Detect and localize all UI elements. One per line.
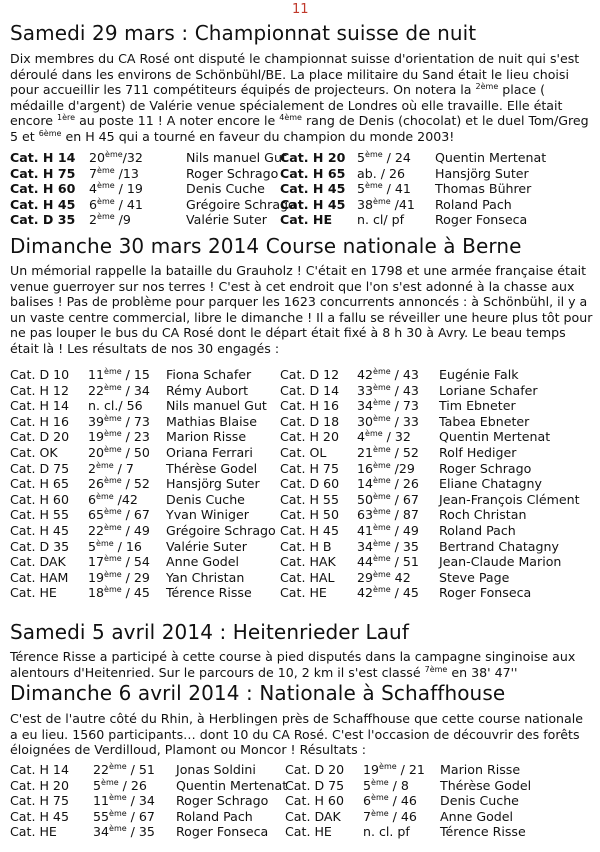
result-name-right: Thomas Bührer [435,181,532,197]
result-rank-left: 18ème / 45 [88,585,150,601]
result-cat-left: Cat. H 45 [10,196,76,212]
result-rank-left: 5ème / 26 [93,777,147,793]
result-rank-left: 19ème / 23 [88,429,150,445]
result-name-right: Anne Godel [440,808,514,824]
result-name-left: Hansjörg Suter [166,476,260,492]
result-cat-right: Cat. H B [280,538,332,554]
result-cat-right: Cat. H 45 [280,196,346,212]
result-cat-right: Cat. H 45 [280,522,339,538]
result-cat-left: Cat. H 14 [10,150,76,165]
result-rank-left: 22ème / 51 [93,761,155,777]
result-cat-right: Cat. H 45 [280,181,346,197]
result-rank-right: 5ème / 24 [357,149,411,165]
result-name-left: Anne Godel [166,554,240,570]
page-number: 11 [292,2,309,17]
result-cat-right: Cat. H 50 [280,507,339,523]
result-name-right: Roland Pach [435,196,512,212]
result-rank-right: 41ème / 49 [357,522,419,538]
result-rank-right: 21ème / 52 [357,444,419,460]
result-rank-left: 20ème/32 [89,149,143,165]
result-name-right: Thérèse Godel [440,777,532,793]
result-cat-left: Cat. H 75 [10,165,76,181]
result-cat-right: Cat. HAL [280,569,335,585]
result-name-right: Eugénie Falk [439,367,519,382]
section-text-berne: Un mémorial rappelle la bataille du Grauholz ! C'était en 1798 et une armée française était venue guerroyer sur nos terres ! C'est à cet endroit que l'on s'est adonné à la chasse aux balises ! Pas de problème pour parquer les 1623 concurrents annoncés : à Schönbühl, il y a un vaste centre commercial, libre le dimanche ! Il a fallu se réveiller une heure plus tôt pour ne pas louper le bus du CA Rosé dont le départ était fixé à 8 h 30 à Avry. Le beau temps était là ! Les résultats de nos 30 engagés : [10,263,593,356]
result-rank-right: 16ème /29 [357,460,415,476]
result-name-left: Denis Cuche [166,491,245,507]
result-name-right: Roland Pach [439,522,516,538]
section-title-schaffhouse: Dimanche 6 avril 2014 : Nationale à Schaffhouse [10,681,506,705]
result-cat-right: Cat. H 16 [280,398,339,414]
result-rank-right: 4ème / 32 [357,429,411,445]
result-cat-left: Cat. D 20 [10,429,70,445]
result-rank-left: 17ème / 54 [88,553,150,570]
result-cat-left: Cat. D 75 [10,460,70,476]
result-rank-right: n. cl/ pf [357,212,405,228]
result-name-right: Loriane Schafer [439,382,538,398]
result-cat-left: Cat. OK [10,444,58,460]
result-rank-right: 5ème / 8 [363,777,409,793]
result-rank-left: 55ème / 67 [93,808,155,824]
result-name-left: Mathias Blaise [166,413,257,429]
result-name-left: Grégoire Schrago [186,196,296,212]
result-cat-right: Cat. HE [285,824,332,840]
result-name-left: Roger Fonseca [176,824,269,840]
result-name-left: Jonas Soldini [176,762,256,777]
result-name-right: Tim Ebneter [439,398,516,414]
result-name-right: Hansjörg Suter [435,165,529,181]
result-cat-left: Cat. D 10 [10,367,70,382]
section-title-heitenrieder: Samedi 5 avril 2014 : Heitenrieder Lauf [10,620,409,644]
result-cat-left: Cat. H 45 [10,808,69,824]
result-rank-right: 63ème / 87 [357,507,419,523]
result-cat-left: Cat. HE [10,824,57,840]
result-cat-left: Cat. H 60 [10,491,69,507]
result-cat-right: Cat. D 14 [280,382,340,398]
result-name-right: Quentin Mertenat [435,150,547,165]
result-name-right: Jean-François Clément [439,491,580,507]
result-rank-left: 65ème / 67 [88,507,150,523]
result-rank-right: 42ème / 45 [357,585,419,601]
result-rank-left: 5ème / 16 [88,538,142,554]
result-cat-left: Cat. HAM [10,569,69,585]
result-rank-left: 2ème / 7 [88,460,134,476]
result-rank-left: 2ème /9 [89,212,131,228]
result-cat-left: Cat. H 60 [10,181,76,197]
result-rank-right: 42ème / 43 [357,366,419,382]
result-cat-left: Cat. H 75 [10,793,69,809]
result-rank-right: 7ème / 46 [363,808,417,824]
result-rank-right: 34ème / 35 [357,538,419,554]
result-name-right: Steve Page [439,569,510,585]
result-cat-left: Cat. H 45 [10,522,69,538]
result-cat-left: Cat. H 55 [10,507,69,523]
result-cat-left: Cat. HE [10,585,57,601]
result-rank-left: 19ème / 29 [88,569,150,585]
result-cat-right: Cat. D 12 [280,367,340,382]
section-text-schaffhouse: C'est de l'autre côté du Rhin, à Herblingen près de Schaffhouse que cette course nationale a eu lieu. 1560 participants… dont 10 du CA Rosé. C'est l'occasion de découvrir des forêts éloignées de Verdilloud, Plamont ou Moncor ! Résultats : [10,711,583,758]
result-name-left: Grégoire Schrago [166,522,276,538]
result-rank-right: 34ème / 73 [357,398,419,414]
result-cat-right: Cat. H 75 [280,460,339,476]
result-rank-right: 14ème / 26 [357,475,419,492]
result-name-left: Yvan Winiger [166,507,249,523]
result-cat-right: Cat. DAK [285,808,341,824]
result-rank-right: 6ème / 46 [363,793,417,809]
result-cat-right: Cat. HE [280,585,327,601]
result-rank-right: 29ème 42 [357,569,411,585]
result-name-left: Thérèse Godel [166,460,258,476]
result-name-left: Nils manuel Gut [166,398,267,414]
result-cat-right: Cat. H 60 [285,793,344,809]
result-name-left: Denis Cuche [186,181,265,197]
section-text-championnat: Dix membres du CA Rosé ont disputé le championnat suisse d'orientation de nuit qui s'est déroulé dans les environs de Schönbühl/BE. La place militaire du Sand était le lieu choisi pour accueillir les 711 compétiteurs équipés de projecteurs. On notera la $^{2ème}$ place ( médaille d'argent) de Valérie venue spécialement de Londres où elle travaille. Elle était encore $^{1ère}$ au poste 11 ! A noter encore le $^{4ème}$ rang de Denis (chocolat) et le duel Tom/Greg 5 et $^{6ème}$ en H 45 qui a tourné en faveur du champion du monde 2003! [10,51,589,144]
result-cat-right: Cat. HE [280,212,333,228]
result-cat-right: Cat. D 18 [280,413,340,429]
result-cat-right: Cat. H 65 [280,165,346,181]
result-rank-left: n. cl./ 56 [88,398,143,414]
result-cat-left: Cat. H 14 [10,762,69,777]
result-name-left: Valérie Suter [166,538,247,554]
result-name-left: Térence Risse [166,585,252,601]
result-name-right: Roger Fonseca [439,585,532,601]
result-cat-left: Cat. H 12 [10,382,69,398]
result-cat-left: Cat. D 35 [10,212,76,228]
result-rank-left: 20ème / 50 [88,444,150,460]
result-cat-right: Cat. D 20 [285,762,345,777]
result-name-right: Quentin Mertenat [439,429,551,445]
result-rank-left: 34ème / 35 [93,824,155,840]
result-name-right: Roger Fonseca [435,212,528,228]
result-name-right: Eliane Chatagny [439,476,542,492]
result-name-left: Roland Pach [176,808,253,824]
result-cat-left: Cat. H 16 [10,413,69,429]
result-name-right: Bertrand Chatagny [439,538,559,554]
result-cat-right: Cat. H 20 [280,429,339,445]
result-name-left: Yan Christan [166,569,245,585]
section-title-berne: Dimanche 30 mars 2014 Course nationale à Berne [10,234,522,258]
result-name-left: Rémy Aubort [166,382,249,398]
result-name-right: Tabea Ebneter [439,413,530,429]
section-title-championnat: Samedi 29 mars : Championnat suisse de nuit [10,21,477,45]
result-rank-right: 33ème / 43 [357,382,419,398]
result-name-right: Térence Risse [440,824,526,840]
result-rank-right: n. cl. pf [363,824,410,840]
result-cat-right: Cat. D 75 [285,777,345,793]
result-name-left: Nils manuel Gut [186,150,287,165]
result-rank-left: 4ème / 19 [89,181,143,197]
result-rank-right: 38ème /41 [357,196,415,212]
result-rank-right: 19ème / 21 [363,761,425,777]
result-name-left: Oriana Ferrari [166,444,253,460]
result-rank-right: 44ème / 51 [357,553,419,570]
result-name-right: Marion Risse [440,762,521,777]
result-rank-right: ab. / 26 [357,165,405,181]
result-name-right: Roch Christan [439,507,527,523]
result-name-left: Roger Schrago [176,793,269,809]
result-rank-left: 11ème / 34 [93,793,155,809]
result-rank-left: 26ème / 52 [88,475,150,492]
result-cat-left: Cat. DAK [10,554,66,570]
result-cat-right: Cat. HAK [280,554,336,570]
section-text-heitenrieder: Térence Risse a participé à cette course à pied disputés dans la campagne singinoise aux alentours d'Heitenried. Sur le parcours de 10, 2 km il s'est classé $^{7ème}$ en 38' 47'' [10,649,576,680]
result-name-right: Denis Cuche [440,793,519,809]
result-rank-right: 5ème / 41 [357,181,411,197]
result-name-left: Valérie Suter [186,212,267,228]
result-name-left: Marion Risse [166,429,247,445]
result-rank-left: 6ème / 41 [89,196,143,212]
result-rank-right: 50ème / 67 [357,491,419,507]
result-rank-left: 6ème /42 [88,491,138,507]
result-cat-left: Cat. H 65 [10,476,69,492]
result-rank-left: 22ème / 49 [88,522,150,538]
result-name-right: Roger Schrago [439,460,532,476]
result-cat-right: Cat. H 55 [280,491,339,507]
result-cat-right: Cat. OL [280,444,327,460]
result-rank-left: 11ème / 15 [88,366,150,382]
result-rank-left: 39ème / 73 [88,413,150,429]
result-name-left: Roger Schrago [186,165,279,181]
result-cat-left: Cat. H 20 [10,777,69,793]
result-name-left: Quentin Mertenat [176,777,288,793]
result-cat-left: Cat. D 35 [10,538,70,554]
result-rank-right: 30ème / 33 [357,413,419,429]
result-rank-left: 7ème /13 [89,165,139,181]
result-name-right: Rolf Hediger [439,444,517,460]
result-cat-left: Cat. H 14 [10,398,69,414]
result-rank-left: 22ème / 34 [88,382,150,398]
result-cat-right: Cat. H 20 [280,150,346,165]
result-cat-right: Cat. D 60 [280,476,340,492]
result-name-right: Jean-Claude Marion [439,554,562,570]
result-name-left: Fiona Schafer [166,367,252,382]
